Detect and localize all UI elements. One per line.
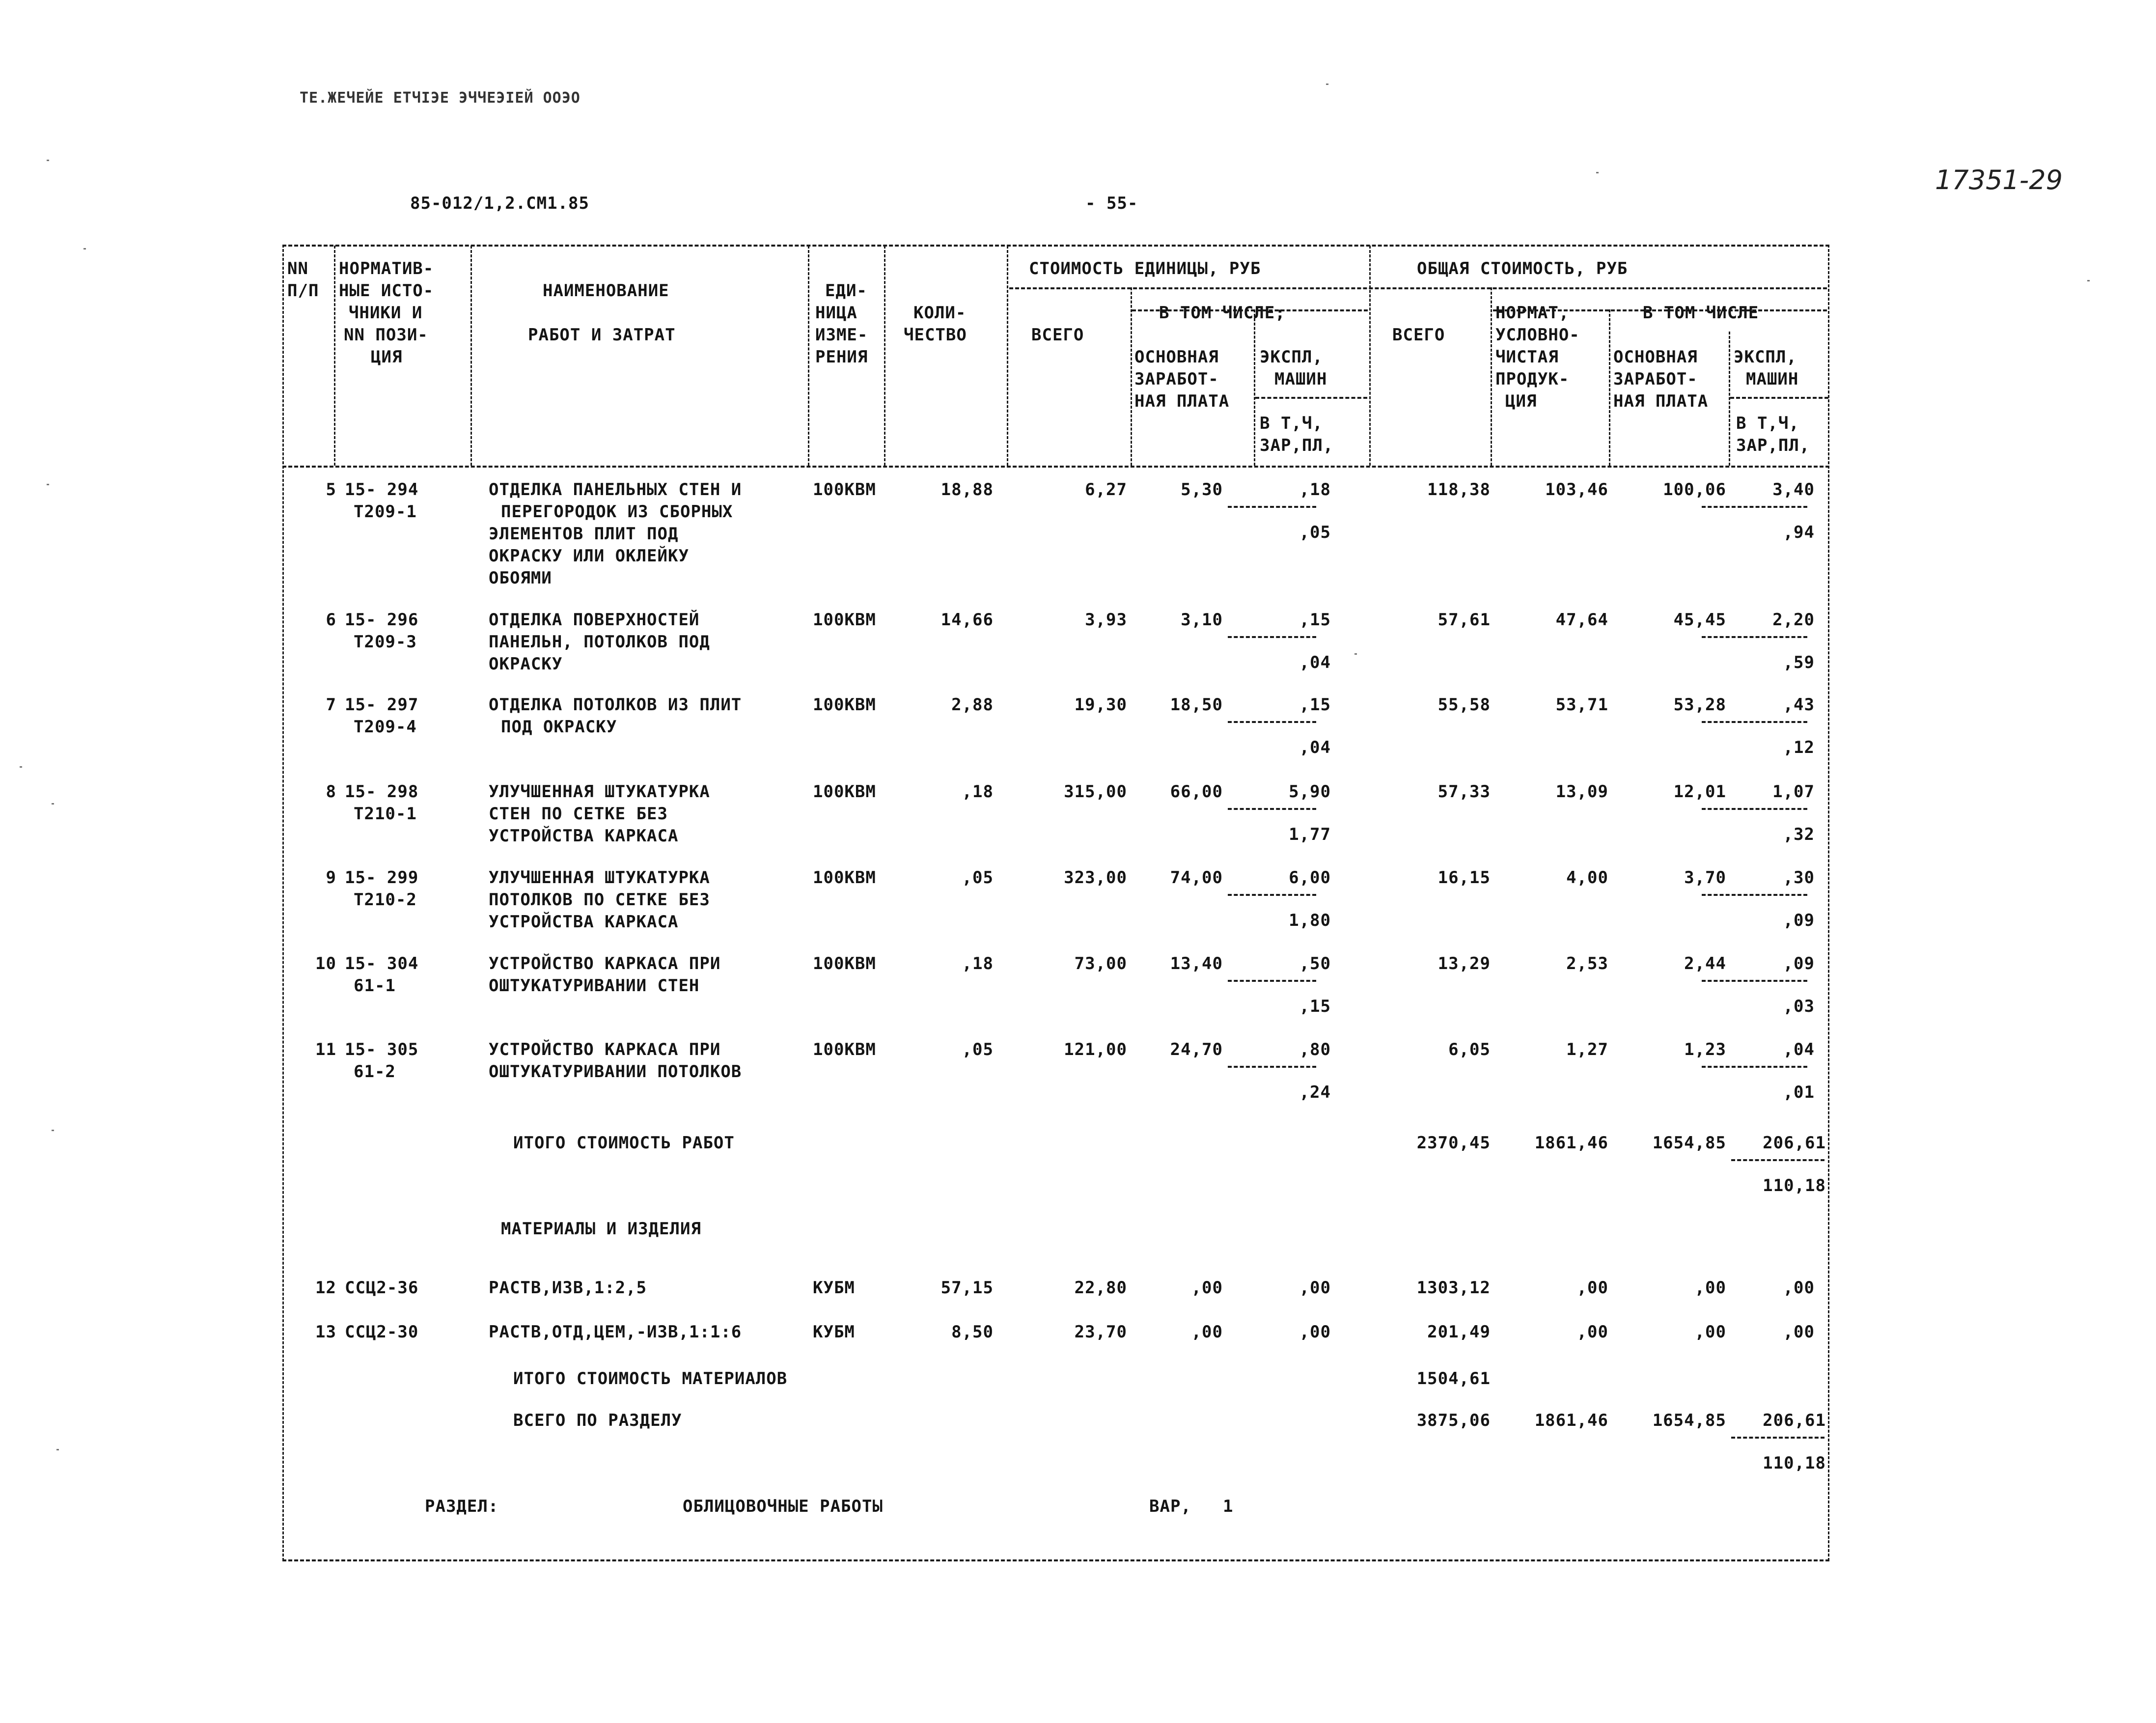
header-norm-4: ПРОДУК-	[1495, 369, 1570, 389]
material-total-norm: ,00	[1576, 1278, 1608, 1298]
header-source-5: ЦИЯ	[371, 347, 403, 367]
row-unit: 100КВМ	[813, 782, 876, 802]
row-unit-divider	[1228, 980, 1316, 982]
row-unit-machines-wage: ,15	[1299, 997, 1331, 1016]
row-unit-machines: ,15	[1299, 695, 1331, 715]
row-total-cost: 16,15	[1437, 868, 1491, 888]
row-total-cost: 55,58	[1437, 695, 1491, 715]
header-unit-osn-2: ЗАРАБОТ-	[1134, 369, 1219, 389]
row-unit-machines-wage: ,04	[1299, 738, 1331, 757]
row-total-cost: 6,05	[1448, 1040, 1491, 1059]
row-unit-machines-wage: 1,80	[1289, 911, 1331, 930]
row-norm-code: 15- 298	[345, 782, 419, 802]
row-total-norm: 53,71	[1555, 695, 1608, 715]
header-total-osn-1: ОСНОВНАЯ	[1613, 347, 1698, 367]
row-total-machines: ,43	[1783, 695, 1815, 715]
row-total-machines: ,09	[1783, 954, 1815, 973]
total-works-label: ИТОГО СТОИМОСТЬ РАБОТ	[513, 1133, 735, 1153]
total-works-osn: 1654,85	[1652, 1133, 1726, 1153]
row-total-divider	[1702, 894, 1807, 896]
header-total-osn-3: НАЯ ПЛАТА	[1613, 391, 1709, 411]
row-total-machines-wage: ,03	[1783, 997, 1815, 1016]
total-materials-vsego: 1504,61	[1416, 1369, 1491, 1389]
row-name-line: ОШТУКАТУРИВАНИИ ПОТОЛКОВ	[489, 1062, 742, 1082]
table-bottom-border	[282, 1559, 1829, 1561]
row-unit-divider	[1228, 1066, 1316, 1068]
header-qty-2: ЧЕСТВО	[904, 325, 967, 345]
header-unit-1: ЕДИ-	[825, 281, 867, 301]
row-total-machines-wage: ,01	[1783, 1083, 1815, 1102]
material-total-wage: ,00	[1694, 1278, 1726, 1298]
header-norm-2: УСЛОВНО-	[1495, 325, 1580, 345]
material-total-cost: 201,49	[1427, 1322, 1491, 1342]
row-norm-code: 15- 299	[345, 868, 419, 888]
page-number: - 55-	[1085, 194, 1138, 213]
header-name-1: НАИМЕНОВАНИЕ	[543, 281, 669, 301]
total-section-divider	[1731, 1437, 1824, 1439]
top-stamp: ТЕ.ЖЕЧЕЙЕ ЕТЧІЭЕ ЭЧЧЕЭІЕЙ ООЭО	[300, 89, 580, 107]
row-total-norm: 2,53	[1566, 954, 1608, 973]
document-code: 85-012/1,2.СМ1.85	[410, 194, 589, 213]
row-quantity: ,18	[962, 782, 994, 802]
row-name-line: УСТРОЙСТВА КАРКАСА	[489, 826, 679, 846]
row-unit: 100КВМ	[813, 695, 876, 715]
row-name-line: ОТДЕЛКА ПОТОЛКОВ ИЗ ПЛИТ	[489, 695, 742, 715]
material-unit-total: 23,70	[1074, 1322, 1127, 1342]
handwritten-number: 17351-29	[1935, 165, 2063, 195]
row-name-line: ПЕРЕГОРОДОК ИЗ СБОРНЫХ	[501, 502, 733, 522]
row-norm-code: 15- 304	[345, 954, 419, 973]
row-unit: 100КВМ	[813, 954, 876, 973]
material-code: ССЦ2-36	[345, 1278, 419, 1298]
material-number: 12	[315, 1278, 336, 1298]
header-qty-1: КОЛИ-	[913, 303, 967, 323]
variant-label: ВАР,	[1149, 1497, 1191, 1516]
header-unit-osn-3: НАЯ ПЛАТА	[1134, 391, 1230, 411]
row-unit-total: 315,00	[1064, 782, 1127, 802]
row-unit-machines-wage: ,24	[1299, 1083, 1331, 1102]
row-quantity: 18,88	[940, 480, 994, 500]
header-unit-osn-1: ОСНОВНАЯ	[1134, 347, 1219, 367]
row-total-wage: 2,44	[1684, 954, 1726, 973]
table-top-border	[282, 245, 1829, 247]
row-norm-position: Т209-4	[354, 717, 417, 737]
variant-value: 1	[1223, 1497, 1234, 1516]
row-name-line: УЛУЧШЕННАЯ ШТУКАТУРКА	[489, 782, 710, 802]
total-section-ekspl: 206,61	[1763, 1411, 1826, 1430]
row-total-cost: 13,29	[1437, 954, 1491, 973]
header-norm-3: ЧИСТАЯ	[1495, 347, 1559, 367]
row-name-line: ОШТУКАТУРИВАНИИ СТЕН	[489, 976, 700, 996]
row-total-wage: 1,23	[1684, 1040, 1726, 1059]
row-unit-machines: ,80	[1299, 1040, 1331, 1059]
row-total-machines: ,30	[1783, 868, 1815, 888]
row-unit-machines-wage: ,05	[1299, 523, 1331, 542]
header-total-cost: ОБЩАЯ СТОИМОСТЬ, РУБ	[1417, 259, 1628, 278]
total-section-osn: 1654,85	[1652, 1411, 1726, 1430]
header-bottom-border	[282, 466, 1829, 468]
row-number: 8	[326, 782, 336, 802]
row-unit-machines-wage: ,04	[1299, 653, 1331, 672]
row-norm-position: Т210-2	[354, 890, 417, 910]
header-unit-ekspl-2: МАШИН	[1274, 369, 1327, 389]
row-norm-code: 15- 294	[345, 480, 419, 500]
row-total-divider	[1702, 1066, 1807, 1068]
row-quantity: ,05	[962, 1040, 994, 1059]
row-total-norm: 4,00	[1566, 868, 1608, 888]
row-unit-total: 3,93	[1085, 610, 1127, 630]
material-total-cost: 1303,12	[1416, 1278, 1491, 1298]
total-section-label: ВСЕГО ПО РАЗДЕЛУ	[513, 1411, 682, 1430]
row-unit: 100КВМ	[813, 480, 876, 500]
material-unit-machines: ,00	[1299, 1278, 1331, 1298]
row-unit-divider	[1228, 636, 1316, 638]
row-unit-divider	[1228, 894, 1316, 896]
header-pp: П/П	[287, 281, 319, 301]
row-total-machines-wage: ,09	[1783, 911, 1815, 930]
header-unit-vtch-1: В Т,Ч,	[1260, 414, 1323, 433]
row-total-divider	[1702, 808, 1807, 810]
row-name-line: УСТРОЙСТВО КАРКАСА ПРИ	[489, 954, 721, 973]
row-total-cost: 57,61	[1437, 610, 1491, 630]
material-unit: КУБМ	[813, 1322, 855, 1342]
row-norm-position: Т210-1	[354, 804, 417, 824]
material-unit-machines: ,00	[1299, 1322, 1331, 1342]
row-unit-wage: 66,00	[1170, 782, 1223, 802]
row-unit-wage: 74,00	[1170, 868, 1223, 888]
header-total-osn-2: ЗАРАБОТ-	[1613, 369, 1698, 389]
row-unit-machines: 6,00	[1289, 868, 1331, 888]
header-total-ekspl-1: ЭКСПЛ,	[1734, 347, 1797, 367]
material-total-machines: ,00	[1783, 1322, 1815, 1342]
row-total-machines-wage: ,59	[1783, 653, 1815, 672]
header-unit-v-tom: В ТОМ ЧИСЛЕ;	[1159, 303, 1286, 323]
header-total-vsego: ВСЕГО	[1392, 325, 1445, 345]
row-number: 11	[315, 1040, 336, 1059]
row-total-machines: ,04	[1783, 1040, 1815, 1059]
row-total-machines: 3,40	[1772, 480, 1815, 500]
header-total-ekspl-2: МАШИН	[1746, 369, 1799, 389]
row-name-line: ПОТОЛКОВ ПО СЕТКЕ БЕЗ	[489, 890, 710, 910]
header-source-2: НЫЕ ИСТО-	[339, 281, 434, 301]
row-unit-machines: 5,90	[1289, 782, 1331, 802]
row-name-line: СТЕН ПО СЕТКЕ БЕЗ	[489, 804, 668, 824]
row-total-divider	[1702, 721, 1807, 723]
total-works-norm: 1861,46	[1534, 1133, 1608, 1153]
row-total-norm: 13,09	[1555, 782, 1608, 802]
header-nn: NN	[287, 259, 308, 278]
row-total-machines: 2,20	[1772, 610, 1815, 630]
razdel-name: ОБЛИЦОВОЧНЫЕ РАБОТЫ	[683, 1497, 883, 1516]
row-total-wage: 3,70	[1684, 868, 1726, 888]
header-source-4: NN ПОЗИ-	[344, 325, 428, 345]
material-name: РАСТВ,ОТД,ЦЕМ,-ИЗВ,1:1:6	[489, 1322, 742, 1342]
material-unit-total: 22,80	[1074, 1278, 1127, 1298]
row-unit-wage: 13,40	[1170, 954, 1223, 973]
row-name-line: ОБОЯМИ	[489, 568, 552, 588]
row-total-machines-wage: ,94	[1783, 523, 1815, 542]
row-total-wage: 100,06	[1663, 480, 1726, 500]
row-name-line: ПАНЕЛЬН, ПОТОЛКОВ ПОД	[489, 632, 710, 652]
row-total-cost: 118,38	[1427, 480, 1491, 500]
material-total-machines: ,00	[1783, 1278, 1815, 1298]
row-name-line: ОКРАСКУ	[489, 654, 563, 674]
total-section-norm: 1861,46	[1534, 1411, 1608, 1430]
material-unit-wage: ,00	[1191, 1278, 1223, 1298]
row-total-divider	[1702, 636, 1807, 638]
row-number: 5	[326, 480, 336, 500]
row-unit-wage: 18,50	[1170, 695, 1223, 715]
material-unit-wage: ,00	[1191, 1322, 1223, 1342]
total-materials-label: ИТОГО СТОИМОСТЬ МАТЕРИАЛОВ	[513, 1369, 788, 1389]
total-works-ekspl-sub: 110,18	[1763, 1176, 1826, 1195]
row-unit-divider	[1228, 721, 1316, 723]
row-number: 6	[326, 610, 336, 630]
row-norm-position: 61-1	[354, 976, 396, 996]
total-works-divider	[1731, 1159, 1824, 1161]
header-source-1: НОРМАТИВ-	[339, 259, 434, 278]
row-unit-machines: ,15	[1299, 610, 1331, 630]
header-name-2: РАБОТ И ЗАТРАТ	[528, 325, 676, 345]
row-norm-position: 61-2	[354, 1062, 396, 1082]
row-quantity: ,18	[962, 954, 994, 973]
row-quantity: 14,66	[940, 610, 994, 630]
header-total-v-tom: В ТОМ ЧИСЛЕ	[1643, 303, 1759, 323]
row-name-line: ОТДЕЛКА ПОВЕРХНОСТЕЙ	[489, 610, 700, 630]
row-total-norm: 1,27	[1566, 1040, 1608, 1059]
row-unit-machines-wage: 1,77	[1289, 825, 1331, 844]
row-total-wage: 45,45	[1673, 610, 1726, 630]
header-total-vtch-2: ЗАР,ПЛ,	[1736, 436, 1810, 455]
total-section-vsego: 3875,06	[1416, 1411, 1491, 1430]
row-unit-wage: 24,70	[1170, 1040, 1223, 1059]
row-total-machines: 1,07	[1772, 782, 1815, 802]
table-right-border	[1828, 245, 1829, 1561]
materials-title: МАТЕРИАЛЫ И ИЗДЕЛИЯ	[501, 1219, 701, 1239]
row-unit-total: 6,27	[1085, 480, 1127, 500]
row-unit: 100КВМ	[813, 868, 876, 888]
header-unit-2: НИЦА	[815, 303, 857, 323]
row-unit-divider	[1228, 506, 1316, 508]
row-total-divider	[1702, 506, 1807, 508]
total-works-ekspl: 206,61	[1763, 1133, 1826, 1153]
row-unit-machines: ,50	[1299, 954, 1331, 973]
row-name-line: ОКРАСКУ ИЛИ ОКЛЕЙКУ	[489, 546, 689, 566]
header-unit-cost: СТОИМОСТЬ ЕДИНИЦЫ, РУБ	[1029, 259, 1261, 278]
header-unit-vtch-2: ЗАР,ПЛ,	[1260, 436, 1334, 455]
row-total-wage: 12,01	[1673, 782, 1726, 802]
header-unit-vsego: ВСЕГО	[1031, 325, 1084, 345]
row-name-line: УСТРОЙСТВО КАРКАСА ПРИ	[489, 1040, 721, 1059]
header-total-vtch-1: В Т,Ч,	[1736, 414, 1799, 433]
header-unit-3: ИЗМЕ-	[815, 325, 868, 345]
row-total-divider	[1702, 980, 1807, 982]
row-name-line: ЭЛЕМЕНТОВ ПЛИТ ПОД	[489, 524, 679, 544]
row-norm-position: Т209-3	[354, 632, 417, 652]
row-norm-position: Т209-1	[354, 502, 417, 522]
row-number: 9	[326, 868, 336, 888]
material-number: 13	[315, 1322, 336, 1342]
material-quantity: 57,15	[940, 1278, 994, 1298]
row-name-line: ОТДЕЛКА ПАНЕЛЬНЫХ СТЕН И	[489, 480, 742, 500]
row-quantity: 2,88	[951, 695, 994, 715]
row-number: 7	[326, 695, 336, 715]
row-norm-code: 15- 305	[345, 1040, 419, 1059]
row-unit-total: 19,30	[1074, 695, 1127, 715]
header-unit-ekspl-1: ЭКСПЛ,	[1260, 347, 1323, 367]
row-total-machines-wage: ,32	[1783, 825, 1815, 844]
row-quantity: ,05	[962, 868, 994, 888]
row-number: 10	[315, 954, 336, 973]
row-unit-total: 121,00	[1064, 1040, 1127, 1059]
row-unit-total: 73,00	[1074, 954, 1127, 973]
row-unit-divider	[1228, 808, 1316, 810]
row-total-norm: 103,46	[1545, 480, 1608, 500]
row-name-line: УСТРОЙСТВА КАРКАСА	[489, 912, 679, 932]
row-norm-code: 15- 297	[345, 695, 419, 715]
material-name: РАСТВ,ИЗВ,1:2,5	[489, 1278, 647, 1298]
material-quantity: 8,50	[951, 1322, 994, 1342]
material-total-wage: ,00	[1694, 1322, 1726, 1342]
row-unit-total: 323,00	[1064, 868, 1127, 888]
material-total-norm: ,00	[1576, 1322, 1608, 1342]
row-total-norm: 47,64	[1555, 610, 1608, 630]
header-norm-5: ЦИЯ	[1505, 391, 1537, 411]
row-norm-code: 15- 296	[345, 610, 419, 630]
header-source-3: ЧНИКИ И	[349, 303, 423, 323]
table-left-border	[282, 245, 284, 1561]
row-unit-wage: 5,30	[1181, 480, 1223, 500]
row-name-line: УЛУЧШЕННАЯ ШТУКАТУРКА	[489, 868, 710, 888]
row-unit-wage: 3,10	[1181, 610, 1223, 630]
total-section-ekspl-sub: 110,18	[1763, 1453, 1826, 1473]
row-unit: 100КВМ	[813, 610, 876, 630]
row-total-cost: 57,33	[1437, 782, 1491, 802]
total-works-vsego: 2370,45	[1416, 1133, 1491, 1153]
row-total-machines-wage: ,12	[1783, 738, 1815, 757]
row-unit: 100КВМ	[813, 1040, 876, 1059]
header-unit-4: РЕНИЯ	[815, 347, 868, 367]
row-unit-machines: ,18	[1299, 480, 1331, 500]
row-name-line: ПОД ОКРАСКУ	[501, 717, 617, 737]
razdel-label: РАЗДЕЛ:	[425, 1497, 499, 1516]
row-total-wage: 53,28	[1673, 695, 1726, 715]
material-unit: КУБМ	[813, 1278, 855, 1298]
material-code: ССЦ2-30	[345, 1322, 419, 1342]
header-norm-1: НОРМАТ,	[1495, 303, 1570, 323]
